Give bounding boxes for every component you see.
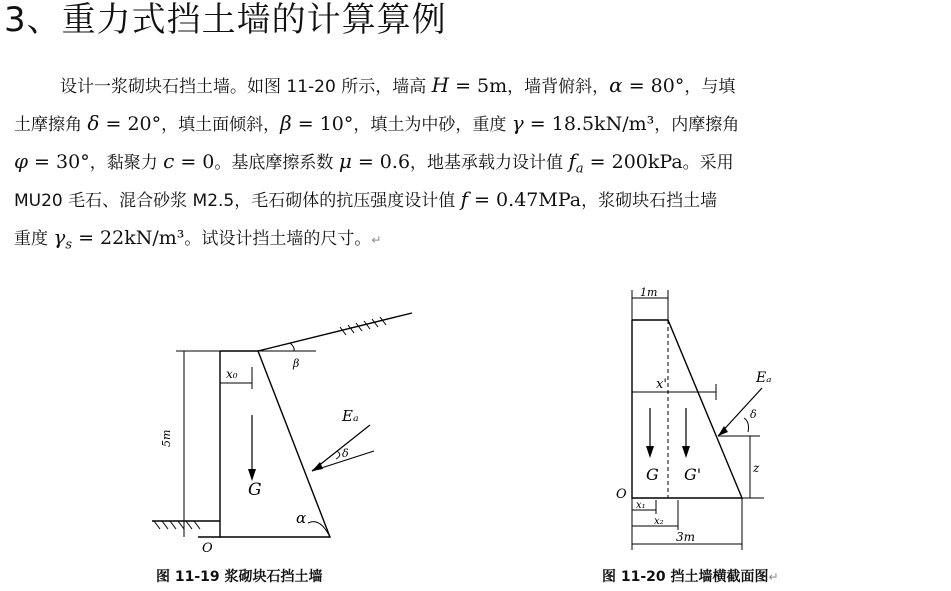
delta-arc (744, 418, 749, 432)
section-title: 3、重力式挡土墙的计算算例 (4, 0, 447, 40)
fig20-x2-label: x₂ (654, 516, 664, 527)
problem-statement (14, 66, 914, 256)
problem-line-1: 设计一浆砌块石挡土墙。如图 11-20 所示，墙高 H = 5m，墙背俯斜，α = 80°，与填 (60, 73, 736, 97)
problem-line-4: MU20 毛石、混合砂浆 M2.5，毛石砌体的抗压强度设计值 f = 0.47MPa，浆砌块石挡土墙 (14, 187, 718, 211)
g-right-arrowhead (682, 446, 690, 458)
fig20-x1-label: x₁ (636, 500, 646, 511)
problem-line-3: φ = 30°，黏聚力 c = 0。基底摩擦系数 μ = 0.6，地基承载力设计值 $f_a = 200kPa$。采用 (14, 149, 734, 177)
fig19-origin-label: O (202, 541, 213, 555)
fig20-bottom-label: 3m (676, 530, 696, 544)
fig20-x-label: x' (656, 377, 667, 392)
fig20-top-label: 1m (640, 286, 658, 299)
fig19-ea-label: Eₐ (342, 407, 359, 425)
fig19-x0-label: x₀ (226, 367, 238, 381)
backfill-surface (258, 313, 412, 351)
figure-11-20-caption: 图 11-20 挡土墙横截面图↵ (602, 569, 779, 585)
return-mark: ↵ (371, 233, 382, 247)
figure-11-19-retaining-wall (140, 305, 430, 555)
fig19-g-label: G (248, 480, 262, 500)
figure-11-19-caption: 图 11-19 浆砌块石挡土墙 (156, 569, 323, 585)
fig19-alpha-label: α (296, 509, 307, 527)
fig19-delta-label: δ (342, 447, 349, 460)
problem-line-5: 重度 $\gamma_s = 22kN/m^3$。试设计挡土墙的尺寸。↵ (14, 225, 382, 253)
return-mark: ↵ (768, 570, 779, 584)
fig20-g2-label: G' (684, 465, 702, 484)
fig20-delta-label: δ (750, 408, 757, 421)
fig20-g-label: G (646, 465, 659, 484)
fig20-ea-label: Eₐ (756, 370, 772, 386)
fig19-beta-label: β (293, 357, 300, 370)
problem-line-2: 土摩擦角 δ = 20°，填土面倾斜，β = 10°，填土为中砂，重度 γ = 18.5kN/m³，内摩擦角 (14, 111, 740, 135)
beta-arc (290, 343, 294, 351)
g-left-arrowhead (646, 446, 654, 458)
figure-11-20-cross-section (610, 282, 810, 554)
fig20-origin-label: O (616, 487, 627, 502)
fig19-height-label: 5m (160, 429, 173, 447)
fig20-z-label: z (753, 461, 760, 475)
